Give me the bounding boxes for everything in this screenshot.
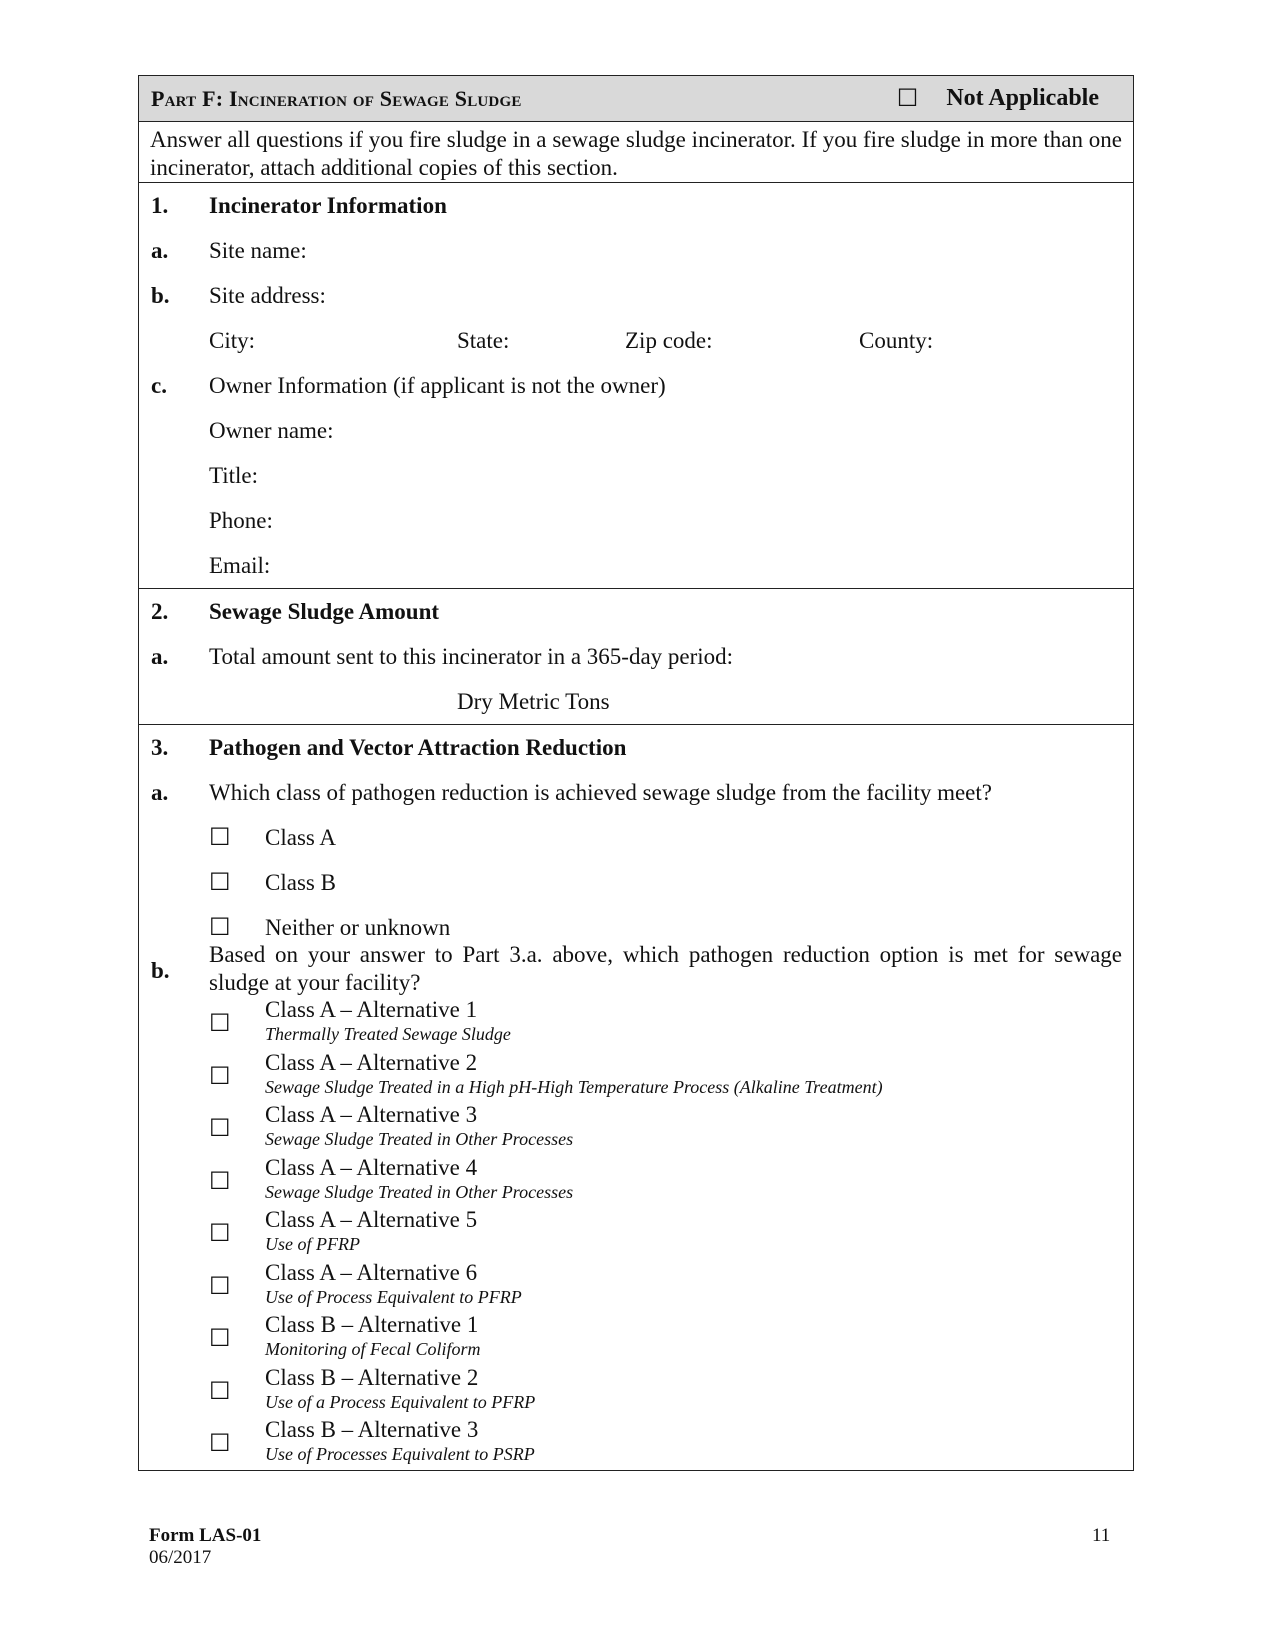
part-f-form xyxy=(138,75,1134,1471)
alternative-option[interactable] xyxy=(139,1102,1133,1155)
pathogen-class-question: Which class of pathogen reduction is achieved sewage sludge from the facility meet? xyxy=(209,780,992,805)
alternative-label: Class A – Alternative 4 xyxy=(265,1154,478,1180)
pathogen-option-question: Based on your answer to Part 3.a. above, which pathogen reduction option is met for sewage sludge at your facility? xyxy=(209,942,1122,995)
alternative-option[interactable] xyxy=(139,1417,1133,1470)
class-b-checkbox[interactable]: ☐ xyxy=(209,870,231,896)
alternative-checkbox[interactable]: ☐ xyxy=(209,1273,231,1300)
phone-label: Phone: xyxy=(209,508,273,533)
alternative-option[interactable] xyxy=(139,1155,1133,1208)
owner-title-label: Title: xyxy=(209,463,259,488)
county-label: County: xyxy=(859,328,934,353)
section-heading: Pathogen and Vector Attraction Reduction xyxy=(209,735,627,760)
alternative-description: Use of Processes Equivalent to PSRP xyxy=(265,1444,535,1464)
alternative-checkbox[interactable]: ☐ xyxy=(209,1431,231,1457)
item-letter: a. xyxy=(151,644,169,669)
alternative-description: Use of a Process Equivalent to PFRP xyxy=(265,1391,536,1412)
item-letter: c. xyxy=(151,373,167,398)
alternative-label: Class A – Alternative 3 xyxy=(265,1102,478,1127)
units-label: Dry Metric Tons xyxy=(457,689,610,714)
alternative-checkbox[interactable]: ☐ xyxy=(209,1063,231,1090)
alternative-label: Class A – Alternative 6 xyxy=(265,1259,478,1285)
class-a-label: Class A xyxy=(265,825,336,850)
alternative-label: Class A – Alternative 2 xyxy=(265,1049,478,1075)
section-number: 3. xyxy=(151,735,169,760)
alternative-label: Class A – Alternative 5 xyxy=(265,1207,478,1232)
section-number: 2. xyxy=(151,599,169,624)
alternative-option[interactable] xyxy=(139,1207,1133,1260)
class-option[interactable] xyxy=(139,860,1133,905)
section-heading: Sewage Sludge Amount xyxy=(209,599,440,624)
intro-text: Answer all questions if you fire sludge in a sewage sludge incinerator. If you fire sludge in more than one incinerator, attach additional copies of this section. xyxy=(139,122,1133,183)
alternative-option[interactable] xyxy=(139,997,1133,1050)
form-date: 06/2017 xyxy=(149,1547,212,1568)
neither-checkbox[interactable]: ☐ xyxy=(209,915,231,941)
alternative-description: Use of Process Equivalent to PFRP xyxy=(265,1286,522,1307)
alternative-description: Monitoring of Fecal Coliform xyxy=(265,1339,481,1359)
alternative-label: Class B – Alternative 3 xyxy=(265,1417,479,1442)
item-letter: b. xyxy=(151,283,170,308)
item-letter: a. xyxy=(151,238,169,263)
item-letter: a. xyxy=(151,780,169,805)
not-applicable-checkbox[interactable]: ☐ xyxy=(896,86,919,112)
class-a-checkbox[interactable]: ☐ xyxy=(209,825,231,851)
section-incinerator-information xyxy=(139,183,1133,589)
total-amount-label: Total amount sent to this incinerator in a 365-day period: xyxy=(209,644,734,669)
alternative-checkbox[interactable]: ☐ xyxy=(209,1116,231,1142)
alternative-description: Sewage Sludge Treated in a High pH-High Temperature Process (Alkaline Treatment) xyxy=(265,1076,883,1097)
owner-name-label: Owner name: xyxy=(209,418,334,443)
page-number: 11 xyxy=(1092,1525,1111,1546)
alternative-description: Sewage Sludge Treated in Other Processes xyxy=(265,1129,574,1149)
class-option[interactable] xyxy=(139,905,1133,941)
city-label: City: xyxy=(209,328,256,353)
alternative-label: Class B – Alternative 2 xyxy=(265,1364,479,1390)
form-id: Form LAS-01 xyxy=(149,1525,262,1546)
not-applicable-label: Not Applicable xyxy=(946,85,1099,111)
section-heading: Incinerator Information xyxy=(209,193,447,218)
item-letter: b. xyxy=(151,958,170,983)
zip-code-label: Zip code: xyxy=(625,328,713,353)
alternative-option[interactable] xyxy=(139,1312,1133,1365)
email-label: Email: xyxy=(209,553,271,578)
class-b-label: Class B xyxy=(265,870,336,895)
owner-information-label: Owner Information (if applicant is not the owner) xyxy=(209,373,666,398)
alternative-label: Class A – Alternative 1 xyxy=(265,997,478,1022)
alternative-checkbox[interactable]: ☐ xyxy=(209,1378,231,1405)
section-header xyxy=(139,76,1133,122)
section-number: 1. xyxy=(151,193,169,218)
alternative-description: Sewage Sludge Treated in Other Processes xyxy=(265,1181,574,1202)
site-address-label: Site address: xyxy=(209,283,326,308)
neither-label: Neither or unknown xyxy=(265,915,451,940)
section-sewage-sludge-amount xyxy=(139,589,1133,725)
alternative-description: Thermally Treated Sewage Sludge xyxy=(265,1024,511,1044)
alternative-option[interactable] xyxy=(139,1365,1133,1418)
class-option[interactable] xyxy=(139,815,1133,860)
alternative-label: Class B – Alternative 1 xyxy=(265,1312,479,1337)
not-applicable-option[interactable] xyxy=(897,84,1099,113)
alternative-description: Use of PFRP xyxy=(265,1234,360,1254)
alternative-option[interactable] xyxy=(139,1050,1133,1103)
section-title: Part F: Incineration of Sewage Sludge xyxy=(151,85,522,111)
section-pathogen-reduction xyxy=(139,725,1133,1470)
site-name-label: Site name: xyxy=(209,238,307,263)
alternative-checkbox[interactable]: ☐ xyxy=(209,1011,231,1037)
alternative-checkbox[interactable]: ☐ xyxy=(209,1221,231,1247)
alternative-option[interactable] xyxy=(139,1260,1133,1313)
state-label: State: xyxy=(457,328,510,353)
footer-form-info xyxy=(149,1525,261,1569)
alternative-checkbox[interactable]: ☐ xyxy=(209,1168,231,1195)
alternative-checkbox[interactable]: ☐ xyxy=(209,1326,231,1352)
